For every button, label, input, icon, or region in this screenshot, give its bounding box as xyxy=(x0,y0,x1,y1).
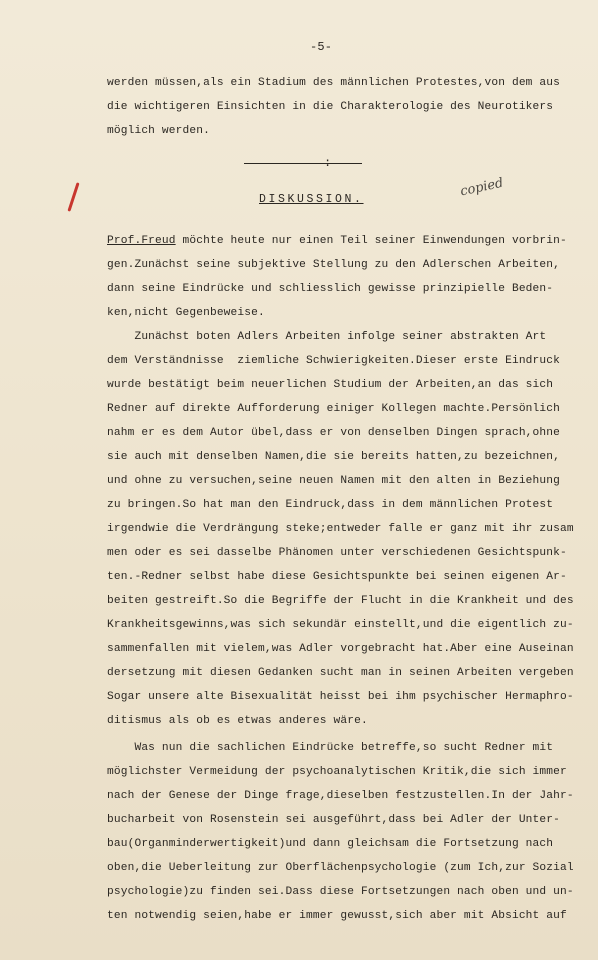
text-line: Zunächst boten Adlers Arbeiten infolge seiner abstrakten Art xyxy=(107,331,547,343)
speaker-name: Prof.Freud xyxy=(107,235,176,247)
text-line: oben,die Ueberleitung zur Oberflächenpsychologie (zum Ich,zur Sozial xyxy=(107,862,574,874)
text-line: wurde bestätigt beim neuerlichen Studium der Arbeiten,an das sich xyxy=(107,379,554,391)
red-margin-mark xyxy=(67,182,79,211)
separator-line xyxy=(244,163,362,164)
text-line: Redner auf direkte Aufforderung einiger Kollegen machte.Persönlich xyxy=(107,403,560,415)
text-line: möglichster Vermeidung der psychoanalytischen Kritik,die sich immer xyxy=(107,766,567,778)
text-line: ten.-Redner selbst habe diese Gesichtspunkte bei seinen eigenen Ar- xyxy=(107,571,567,583)
text-line: und ohne zu versuchen,seine neuen Namen mit den alten in Beziehung xyxy=(107,475,560,487)
text-line: bucharbeit von Rosenstein sei ausgeführt,dass bei Adler der Unter- xyxy=(107,814,560,826)
text-line: psychologie)zu finden sei.Dass diese Fortsetzungen nach oben und un- xyxy=(107,886,574,898)
section-heading: DISKUSSION. xyxy=(259,193,364,206)
text-line: beiten gestreift.So die Begriffe der Flucht in die Krankheit und des xyxy=(107,595,574,607)
text-line: nahm er es dem Autor übel,dass er von denselben Dingen sprach,ohne xyxy=(107,427,560,439)
text-line: bau(Organminderwertigkeit)und dann gleichsam die Fortsetzung nach xyxy=(107,838,554,850)
handwritten-annotation: copied xyxy=(458,175,505,200)
text-line: dersetzung mit diesen Gedanken sucht man in seinen Arbeiten vergeben xyxy=(107,667,574,679)
text-line: sie auch mit denselben Namen,die sie bereits hatten,zu bezeichnen, xyxy=(107,451,560,463)
text-line: gen.Zunächst seine subjektive Stellung zu den Adlerschen Arbeiten, xyxy=(107,259,560,271)
page-number: -5- xyxy=(310,40,333,54)
text-line: men oder es sei dasselbe Phänomen unter verschiedenen Gesichtspunk- xyxy=(107,547,567,559)
text-line: ditismus als ob es etwas anderes wäre. xyxy=(107,715,368,727)
text-line: die wichtigeren Einsichten in die Charakterologie des Neurotikers xyxy=(107,101,554,113)
text-line: Prof.Freud möchte heute nur einen Teil seiner Einwendungen vorbrin- xyxy=(107,235,567,247)
text-line: werden müssen,als ein Stadium des männlichen Protestes,von dem aus xyxy=(107,77,560,89)
text-line: Sogar unsere alte Bisexualität heisst bei ihm psychischer Hermaphro- xyxy=(107,691,574,703)
text-line: dann seine Eindrücke und schliesslich gewisse prinzipielle Beden- xyxy=(107,283,554,295)
text-line: nach der Genese der Dinge frage,dieselben festzustellen.In der Jahr- xyxy=(107,790,574,802)
text-line: möglich werden. xyxy=(107,125,210,137)
text-line: sammenfallen mit vielem,was Adler vorgebracht hat.Aber eine Auseinan xyxy=(107,643,574,655)
text-line: irgendwie die Verdrängung steke;entweder falle er ganz mit ihr zusam xyxy=(107,523,574,535)
text-line: zu bringen.So hat man den Eindruck,dass in dem männlichen Protest xyxy=(107,499,554,511)
text-line: Was nun die sachlichen Eindrücke betreffe,so sucht Redner mit xyxy=(107,742,554,754)
text-line: Krankheitsgewinns,was sich sekundär einstellt,und die eigentlich zu- xyxy=(107,619,574,631)
text-line: ken,nicht Gegenbeweise. xyxy=(107,307,265,319)
text-line: ten notwendig seien,habe er immer gewusst,sich aber mit Absicht auf xyxy=(107,910,567,922)
separator-mark: : xyxy=(324,156,332,170)
text-line: dem Verständnisse ziemliche Schwierigkeiten.Dieser erste Eindruck xyxy=(107,355,560,367)
